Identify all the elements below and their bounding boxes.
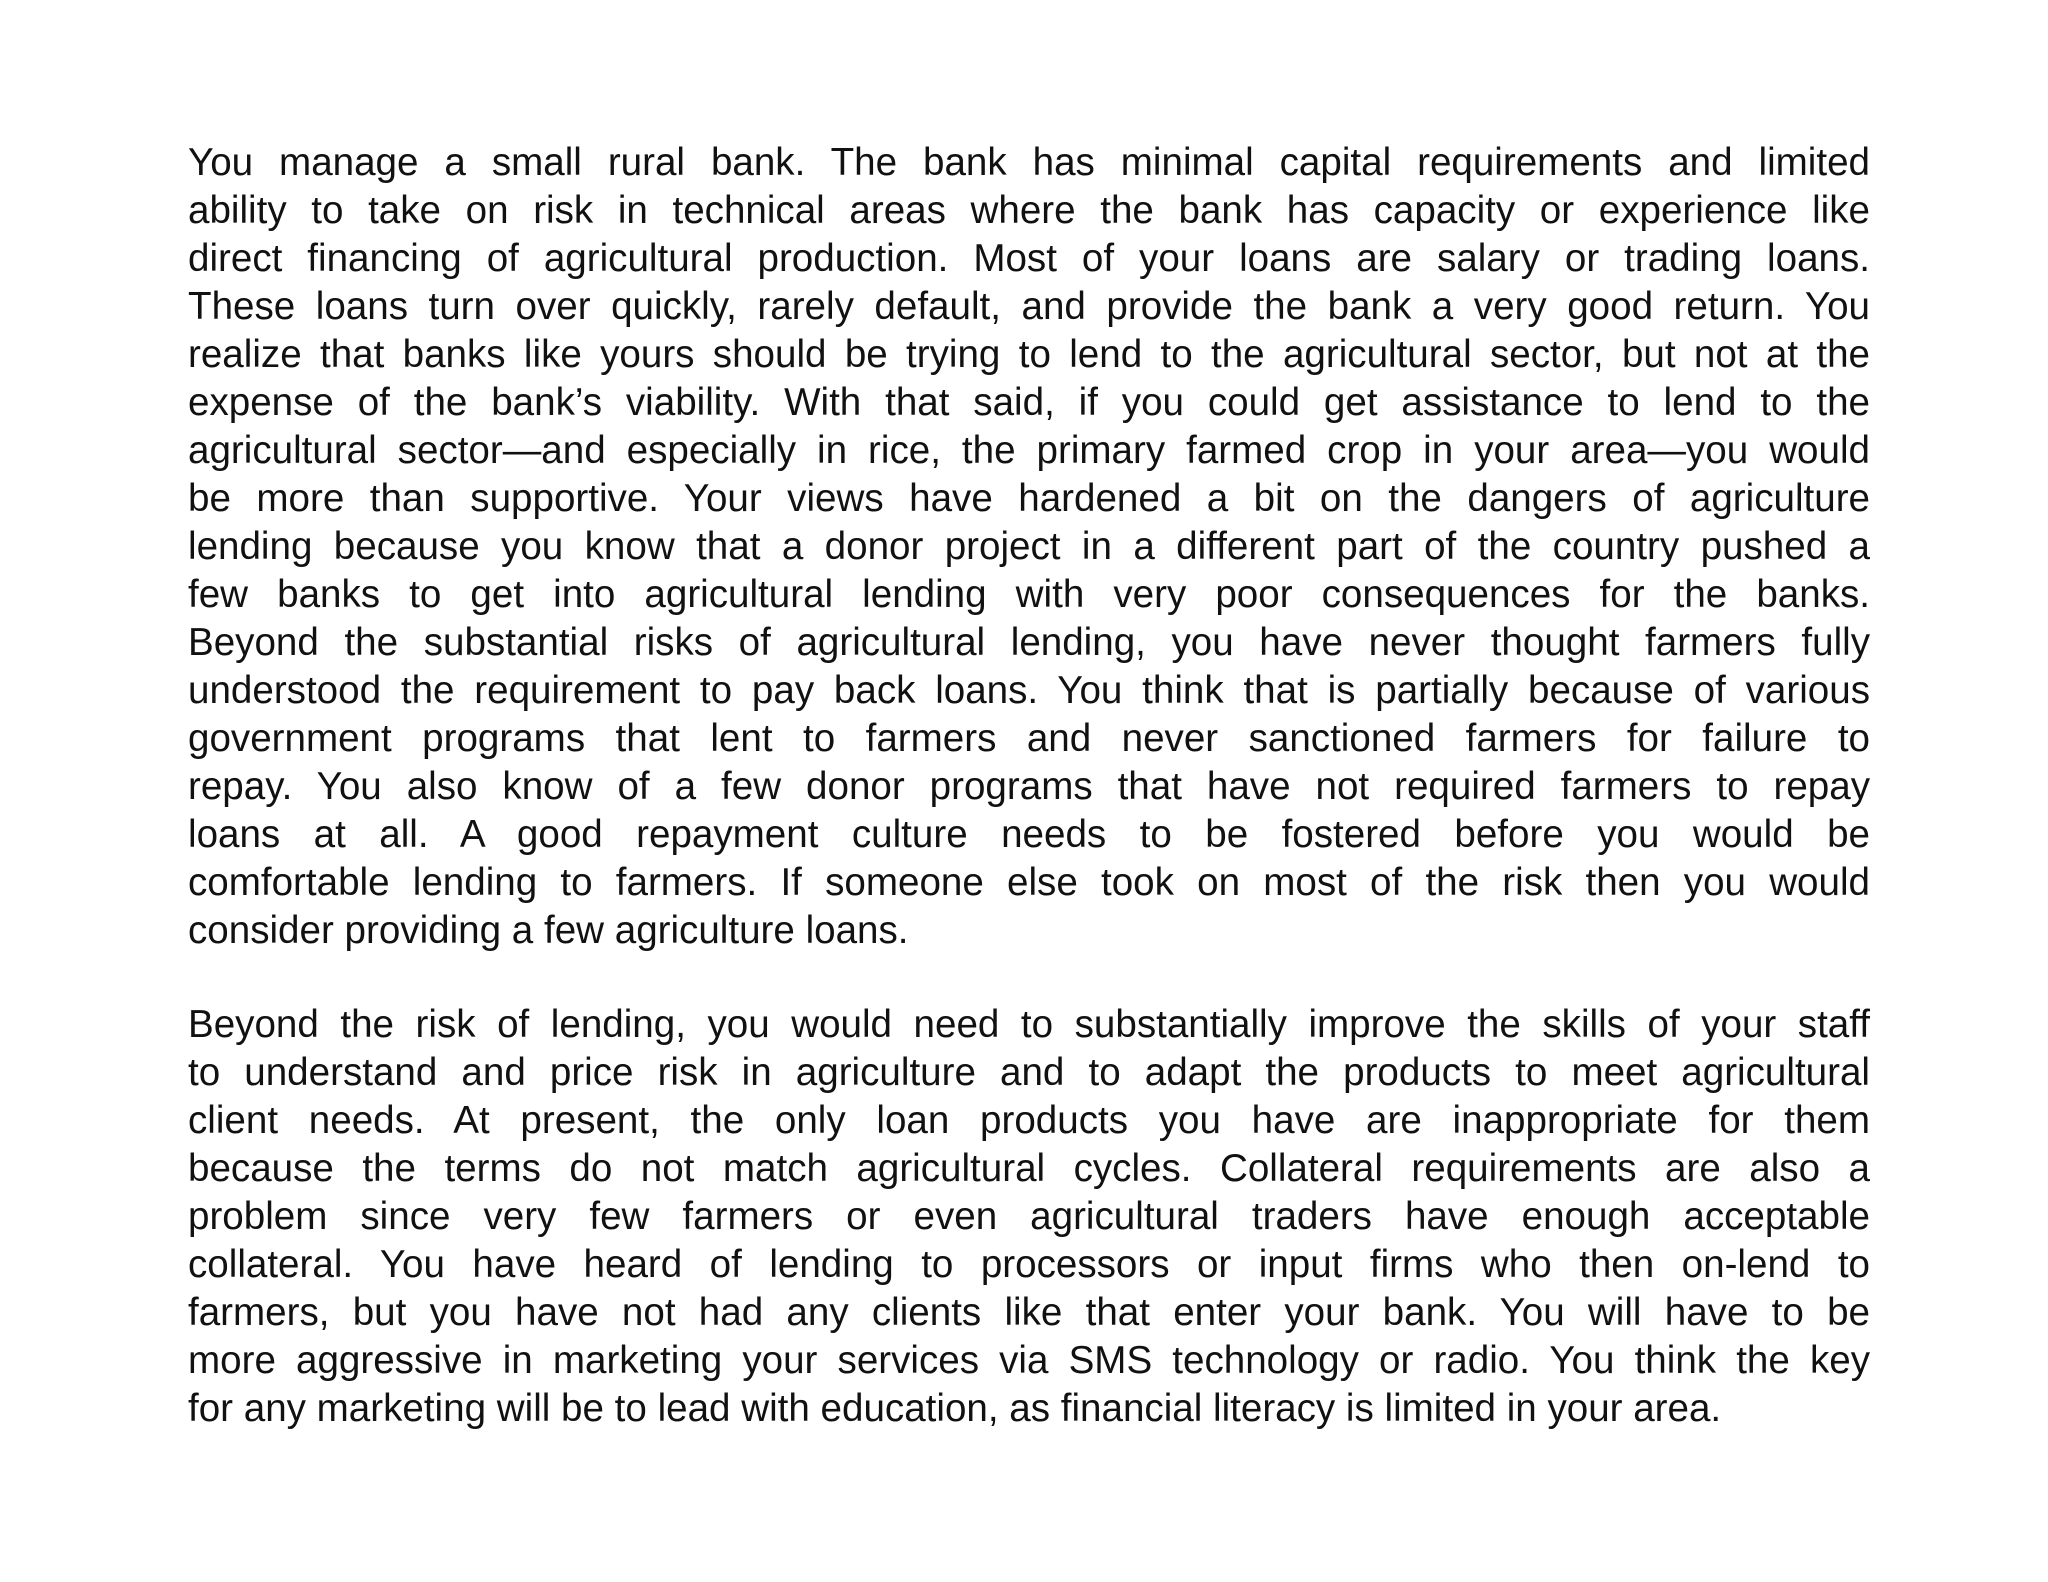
text-line: comfortable lending to farmers. If someone else took on most of the risk then you would	[188, 861, 1870, 904]
text-line: more aggressive in marketing your services via SMS technology or radio. You think the key	[188, 1339, 1870, 1382]
text-line: government programs that lent to farmers and never sanctioned farmers for failure to	[188, 717, 1870, 760]
paragraph-2	[188, 1001, 1870, 1433]
text-line: to understand and price risk in agriculture and to adapt the products to meet agricultural	[188, 1051, 1870, 1094]
text-line: direct financing of agricultural production. Most of your loans are salary or trading loans.	[188, 237, 1870, 280]
text-line: Beyond the substantial risks of agricultural lending, you have never thought farmers fully	[188, 621, 1870, 664]
paragraph-spacer	[188, 955, 1870, 1001]
text-line: client needs. At present, the only loan products you have are inappropriate for them	[188, 1099, 1870, 1142]
text-line: problem since very few farmers or even agricultural traders have enough acceptable	[188, 1195, 1870, 1238]
text-line: You manage a small rural bank. The bank has minimal capital requirements and limited	[188, 141, 1870, 184]
text-line: loans at all. A good repayment culture needs to be fostered before you would be	[188, 813, 1870, 856]
text-line: realize that banks like yours should be trying to lend to the agricultural sector, but not at the	[188, 333, 1870, 376]
text-line: lending because you know that a donor project in a different part of the country pushed a	[188, 525, 1870, 568]
text-line: agricultural sector—and especially in rice, the primary farmed crop in your area—you would	[188, 429, 1870, 472]
text-line: understood the requirement to pay back loans. You think that is partially because of various	[188, 669, 1870, 712]
text-line: farmers, but you have not had any clients like that enter your bank. You will have to be	[188, 1291, 1870, 1334]
text-line: be more than supportive. Your views have hardened a bit on the dangers of agriculture	[188, 477, 1870, 520]
text-line: collateral. You have heard of lending to processors or input firms who then on-lend to	[188, 1243, 1870, 1286]
text-line: These loans turn over quickly, rarely default, and provide the bank a very good return. You	[188, 285, 1870, 328]
text-line: Beyond the risk of lending, you would need to substantially improve the skills of your staff	[188, 1003, 1870, 1046]
paragraph-1	[188, 139, 1870, 955]
text-line: repay. You also know of a few donor programs that have not required farmers to repay	[188, 765, 1870, 808]
text-line: for any marketing will be to lead with education, as financial literacy is limited in your area.	[188, 1387, 1722, 1430]
text-line: because the terms do not match agricultural cycles. Collateral requirements are also a	[188, 1147, 1870, 1190]
text-line: few banks to get into agricultural lending with very poor consequences for the banks.	[188, 573, 1870, 616]
text-line: ability to take on risk in technical areas where the bank has capacity or experience like	[188, 189, 1870, 232]
text-line: expense of the bank’s viability. With that said, if you could get assistance to lend to the	[188, 381, 1870, 424]
document-body	[188, 139, 1870, 1433]
text-line: consider providing a few agriculture loans.	[188, 909, 909, 952]
